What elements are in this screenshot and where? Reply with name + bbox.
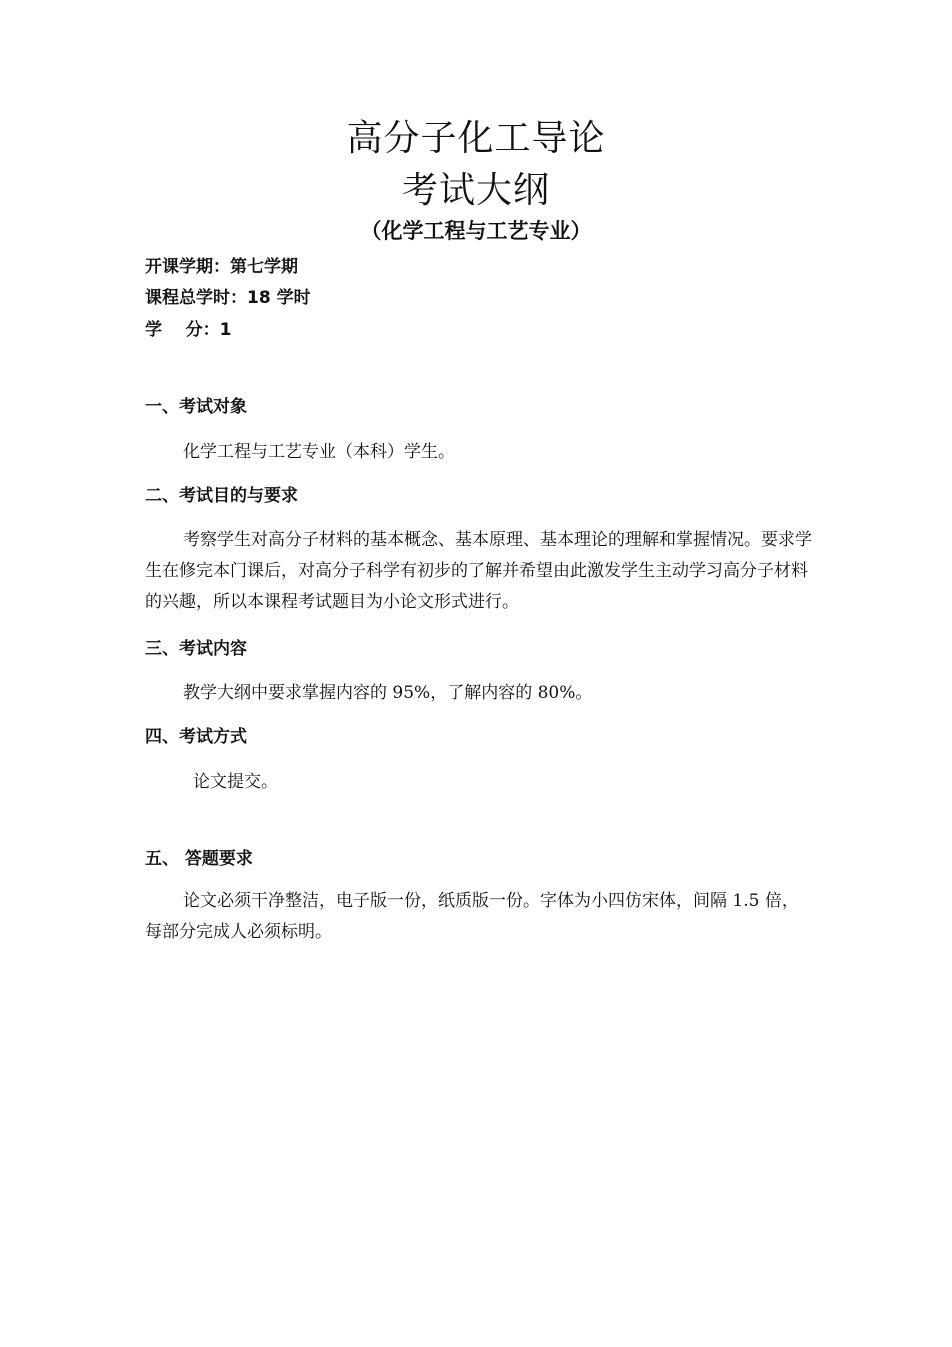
document-title-line2: 考试大纲 <box>401 170 550 211</box>
meta-semester: 开课学期：第七学期 <box>145 257 298 277</box>
section-body-exam-purpose: 考察学生对高分子材料的基本概念、基本原理、基本理论的理解和掌握情况。要求学生在修完本门课后，对高分子科学有初步的了解并希望由此激发学生主动学习高分子材料的兴趣，所以本课程考试题目为小论文形式进行。 <box>145 530 812 612</box>
section-body-answer-requirements: 论文必须干净整洁，电子版一份，纸质版一份。字体为小四仿宋体，间隔 1.5 倍，每部分完成人必须标明。 <box>145 891 799 942</box>
document-subtitle: （化学工程与工艺专业） <box>360 219 592 243</box>
section-heading-exam-content: 三、考试内容 <box>145 639 247 659</box>
section-body-exam-method: 论文提交。 <box>193 772 278 792</box>
meta-credits: 学 分：1 <box>145 320 232 340</box>
meta-total-hours: 课程总学时：18 学时 <box>145 288 311 308</box>
section-body-exam-content: 教学大纲中要求掌握内容的 95%，了解内容的 80%。 <box>183 683 593 703</box>
section-heading-exam-method: 四、考试方式 <box>145 727 247 747</box>
section-heading-answer-requirements: 五、 答题要求 <box>145 849 253 869</box>
section-body-exam-target: 化学工程与工艺专业（本科）学生。 <box>183 442 455 462</box>
section-heading-exam-purpose: 二、考试目的与要求 <box>145 486 298 506</box>
section-heading-exam-target: 一、考试对象 <box>145 397 247 417</box>
document-title: 高分子化工导论 <box>346 118 606 159</box>
